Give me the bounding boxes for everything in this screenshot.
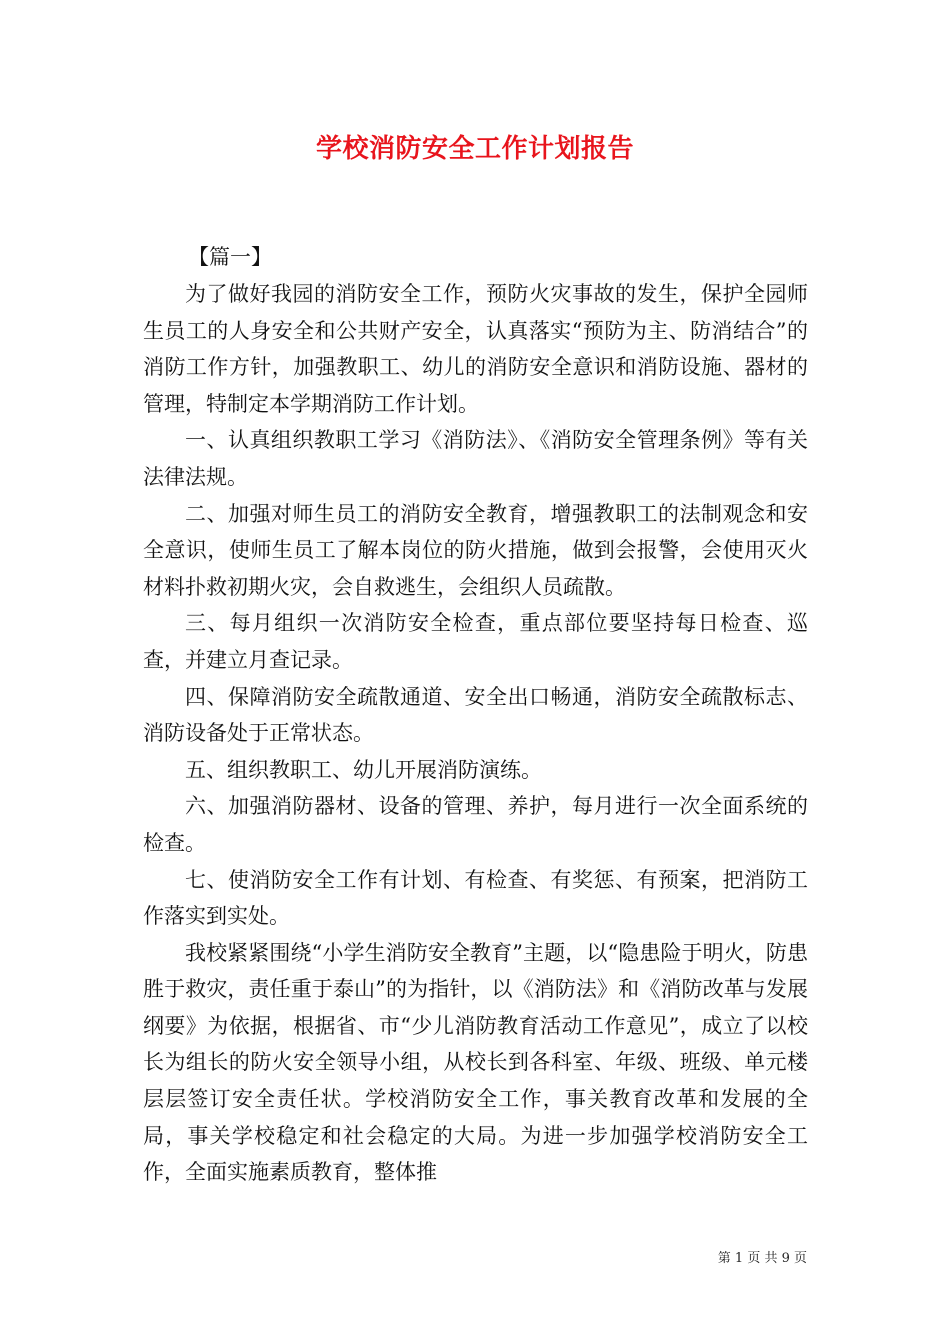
paragraph-item-7: 七、使消防安全工作有计划、有检查、有奖惩、有预案，把消防工作落实到实处。 xyxy=(143,867,808,929)
paragraph-school-overview: 我校紧紧围绕“小学生消防安全教育”主题，以“隐患险于明火，防患胜于救灾，责任重于泰山”的为指针，以《消防法》和《消防改革与发展纲要》为依据，根据省、市“少儿消防教育活动工作意见”，成立了以校长为组长的防火安全领导小组，从校长到各科室、年级、班级、单元楼层层签订安全责任状。学校消防安全工作，事关教育改革和发展的全局，事关学校稳定和社会稳定的大局。为进一步加强学校消防安全工作，全面实施素质教育，整体推 xyxy=(143,940,808,1185)
document-body xyxy=(143,276,808,1191)
paragraph-item-3: 三、每月组织一次消防安全检查，重点部位要坚持每日检查、巡查，并建立月查记录。 xyxy=(143,611,808,672)
paragraph-item-5: 五、组织教职工、幼儿开展消防演练。 xyxy=(185,757,542,782)
paragraph-item-1: 一、认真组织教职工学习《消防法》、《消防安全管理条例》等有关法律法规。 xyxy=(143,428,808,489)
paragraph-item-6: 六、加强消防器材、设备的管理、养护，每月进行一次全面系统的检查。 xyxy=(143,794,808,855)
document-title: 学校消防安全工作计划报告 xyxy=(315,134,634,164)
paragraph-item-2: 二、加强对师生员工的消防安全教育，增强教职工的法制观念和安全意识，使师生员工了解本岗位的防火措施，做到会报警，会使用灭火材料扑救初期火灾，会自救逃生，会组织人员疏散。 xyxy=(143,501,808,599)
paragraph-intro: 为了做好我园的消防安全工作，预防火灾事故的发生，保护全园师生员工的人身安全和公共财产安全，认真落实“预防为主、防消结合”的消防工作方针，加强教职工、幼儿的消防安全意识和消防设施、器材的管理，特制定本学期消防工作计划。 xyxy=(143,282,808,416)
page-number-footer: 第 1 页 共 9 页 xyxy=(717,1251,807,1266)
section-label: 【篇一】 xyxy=(188,245,272,269)
paragraph-item-4: 四、保障消防安全疏散通道、安全出口畅通，消防安全疏散标志、消防设备处于正常状态。 xyxy=(143,684,808,746)
